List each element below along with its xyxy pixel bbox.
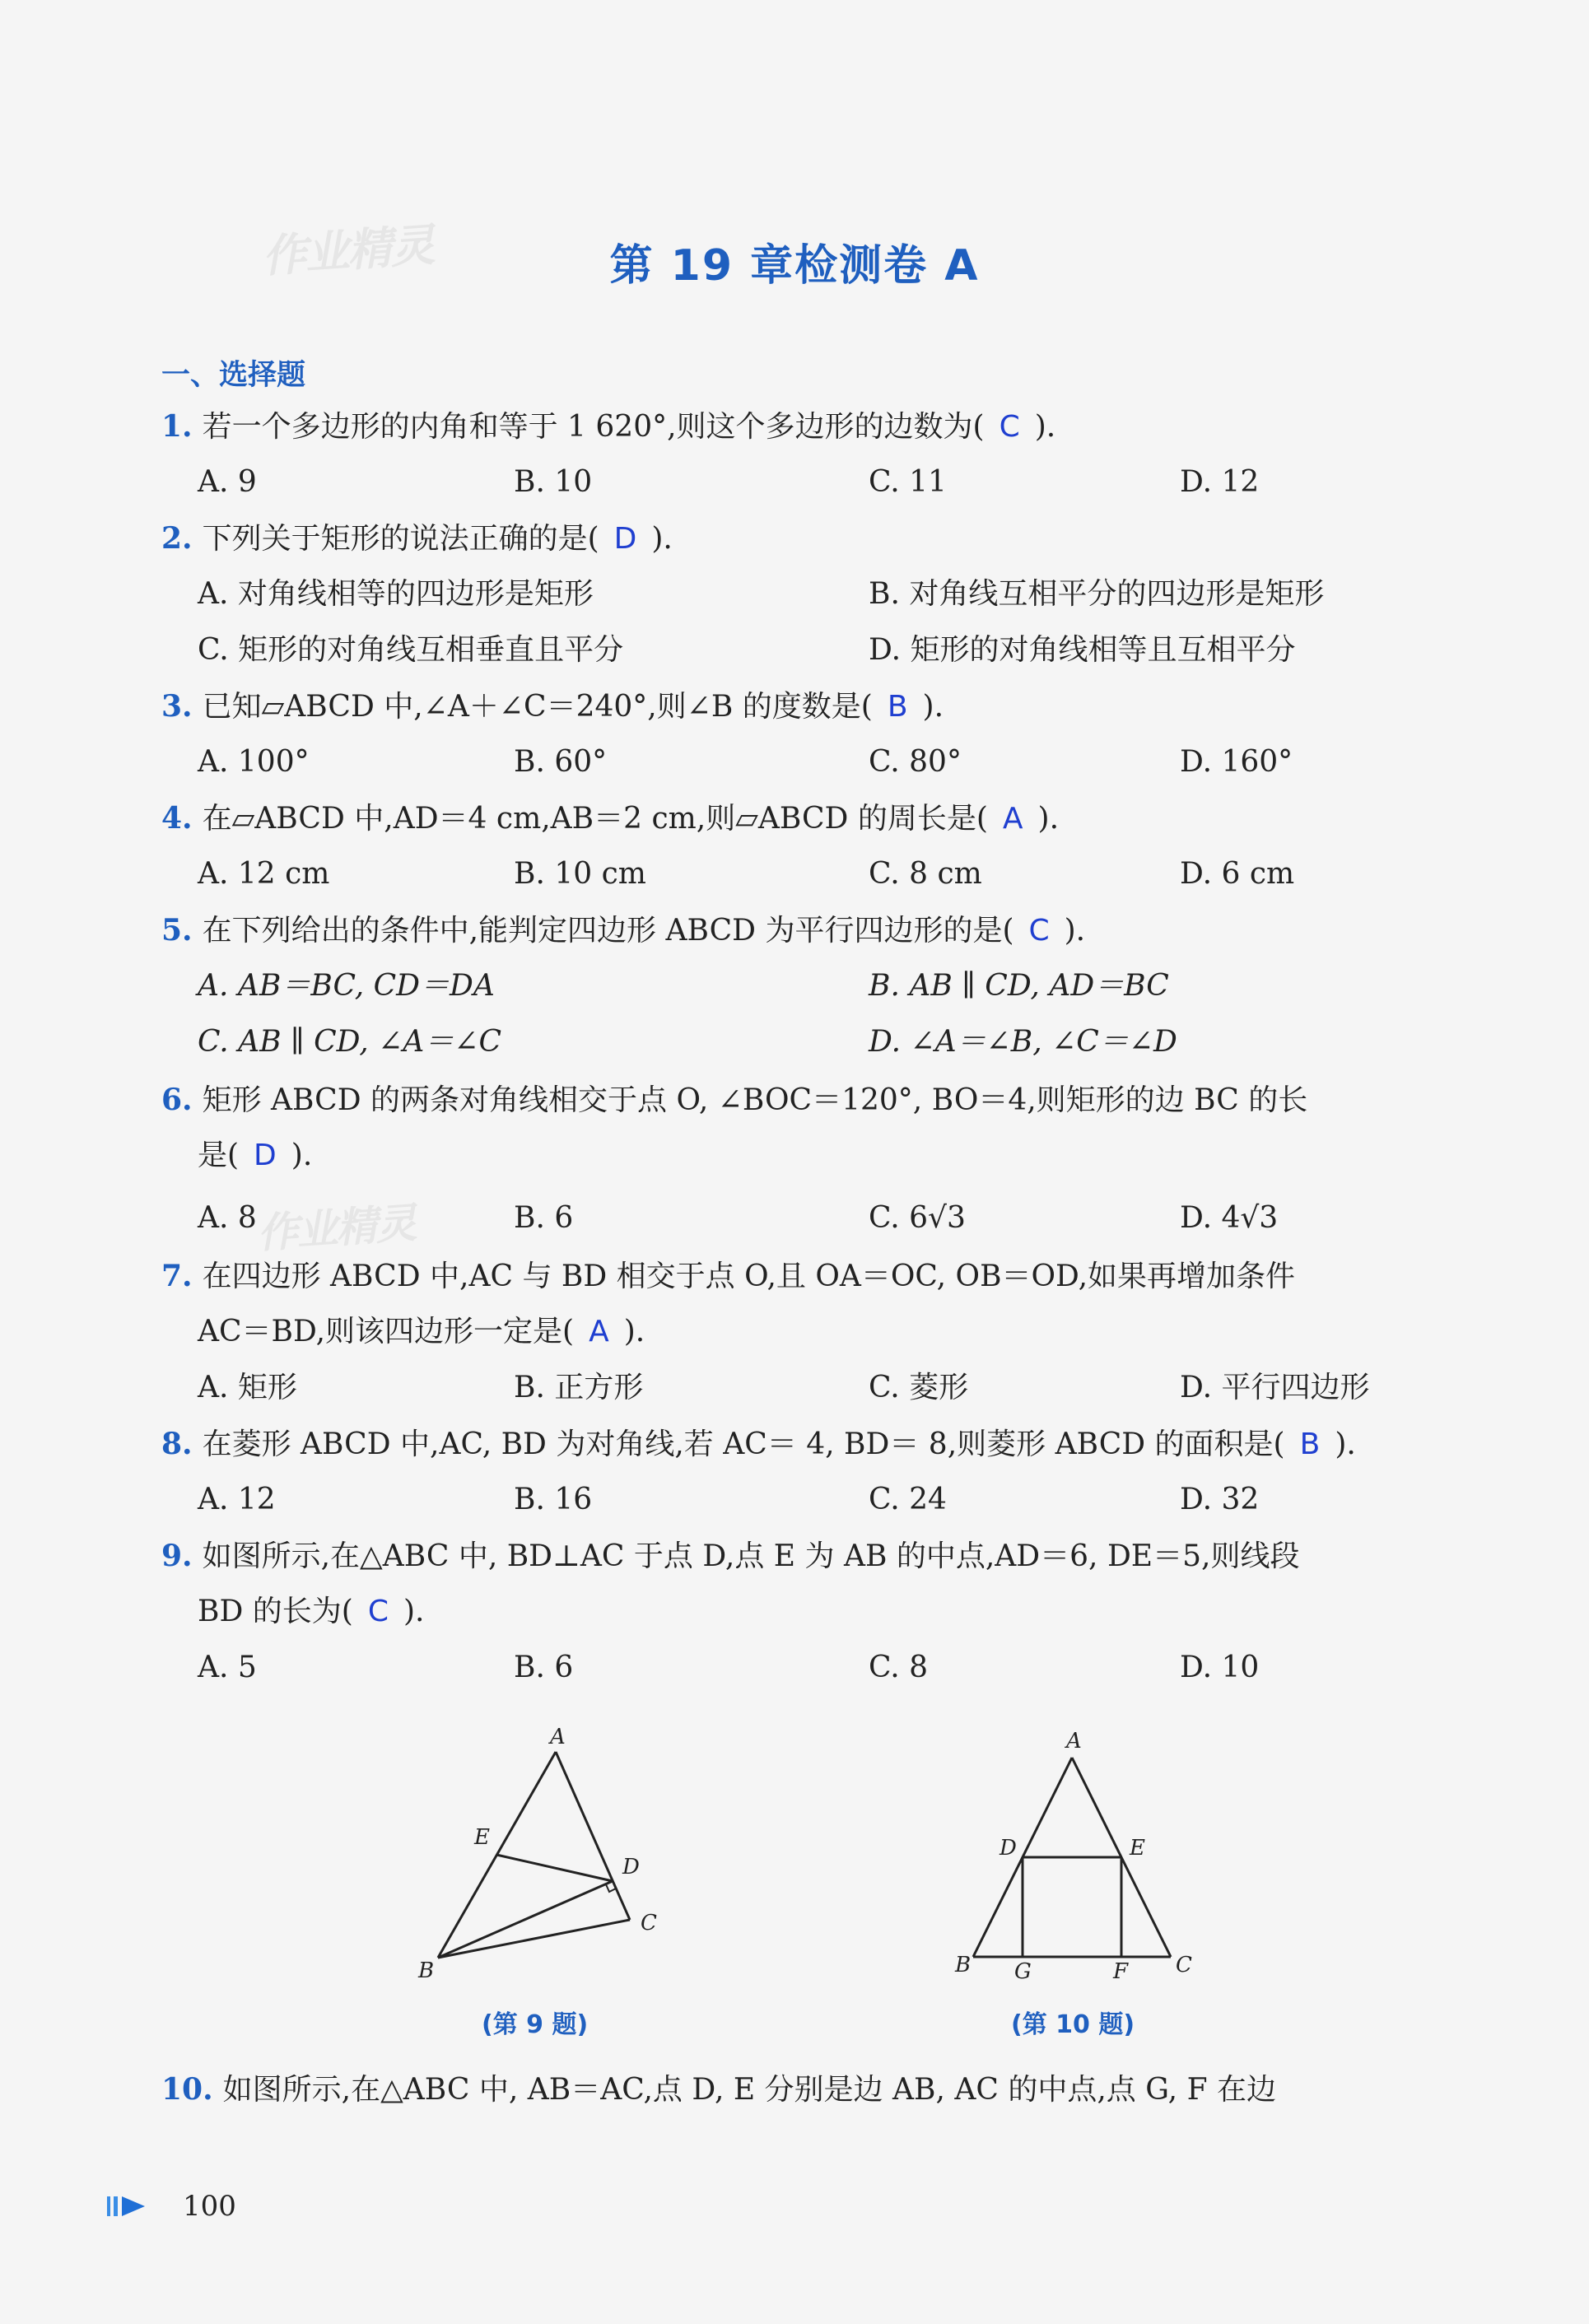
label-b: B bbox=[418, 1958, 435, 1983]
question-text-end: ). bbox=[623, 1315, 645, 1348]
watermark-middle: 作业精灵 bbox=[255, 1199, 417, 1258]
answer: A bbox=[589, 1315, 609, 1348]
question-5 bbox=[161, 914, 1085, 948]
question-text: BD 的长为( bbox=[198, 1595, 353, 1628]
label-c: C bbox=[1176, 1953, 1192, 1977]
question-text: 是( bbox=[198, 1139, 240, 1172]
label-f: F bbox=[1113, 1959, 1129, 1984]
question-text: 矩形 ABCD 的两条对角线相交于点 O, ∠BOC＝120°, BO＝4,则矩形的边 BC 的长 bbox=[202, 1083, 1308, 1117]
question-text: 在四边形 ABCD 中,AC 与 BD 相交于点 O,且 OA＝OC, OB＝OD,如果再增加条件 bbox=[202, 1260, 1296, 1293]
option-b: B. 10 cm bbox=[514, 857, 646, 891]
watermark-top: 作业精灵 bbox=[260, 218, 436, 283]
question-text: 如图所示,在△ABC 中, AB＝AC,点 D, E 分别是边 AB, AC 的中点,点 G, F 在边 bbox=[222, 2073, 1276, 2107]
option-a: A. 对角线相等的四边形是矩形 bbox=[198, 577, 594, 611]
question-9-line2 bbox=[198, 1595, 424, 1628]
option-d: D. 12 bbox=[1180, 465, 1260, 499]
option-c: C. 11 bbox=[869, 465, 947, 499]
question-10 bbox=[161, 2073, 1276, 2107]
segment-ed bbox=[496, 1855, 613, 1881]
question-number: 6. bbox=[161, 1083, 193, 1117]
option-a: A. 8 bbox=[198, 1201, 257, 1235]
option-c: C. 6√3 bbox=[869, 1201, 966, 1235]
option-c: C. 80° bbox=[869, 745, 962, 779]
label-e: E bbox=[474, 1825, 490, 1850]
option-d: D. 32 bbox=[1180, 1483, 1260, 1516]
question-number: 4. bbox=[161, 801, 193, 836]
question-7-line2 bbox=[198, 1316, 645, 1348]
option-a: A. 9 bbox=[198, 465, 257, 499]
question-number: 7. bbox=[161, 1259, 193, 1293]
question-7 bbox=[161, 1260, 1295, 1293]
option-b: B. AB ∥ CD, AD＝BC bbox=[869, 969, 1169, 1003]
question-number: 9. bbox=[161, 1539, 193, 1573]
question-text-end: ). bbox=[651, 522, 673, 556]
option-a: A. 12 bbox=[198, 1483, 276, 1516]
page-number: 100 bbox=[183, 2190, 236, 2223]
answer: A bbox=[1002, 802, 1023, 836]
label-e: E bbox=[1130, 1836, 1145, 1861]
option-c: C. 24 bbox=[869, 1483, 947, 1516]
option-d: D. ∠A＝∠B, ∠C＝∠D bbox=[869, 1025, 1177, 1059]
label-a: A bbox=[1066, 1729, 1082, 1753]
label-d: D bbox=[1000, 1836, 1017, 1861]
question-2 bbox=[161, 522, 673, 556]
option-c: C. 矩形的对角线互相垂直且平分 bbox=[198, 633, 624, 667]
question-text-end: ). bbox=[922, 690, 944, 724]
question-3 bbox=[161, 690, 944, 724]
label-b: B bbox=[955, 1953, 972, 1977]
question-text: 已知▱ABCD 中,∠A＋∠C＝240°,则∠B 的度数是( bbox=[202, 690, 873, 724]
option-a: A. 100° bbox=[198, 745, 310, 779]
question-text-end: ). bbox=[1037, 802, 1060, 836]
question-number: 10. bbox=[161, 2072, 213, 2107]
segment-ac bbox=[556, 1752, 630, 1920]
question-text-end: ). bbox=[1335, 1427, 1356, 1461]
answer: D bbox=[254, 1139, 277, 1172]
question-1 bbox=[161, 410, 1055, 444]
question-4 bbox=[161, 802, 1059, 836]
question-6-line2 bbox=[198, 1139, 312, 1172]
page-title: 第 19 章检测卷 A bbox=[609, 241, 980, 291]
answer: D bbox=[613, 522, 637, 556]
option-d: D. 160° bbox=[1180, 745, 1293, 779]
option-b: B. 6 bbox=[514, 1651, 574, 1684]
question-number: 8. bbox=[161, 1427, 193, 1461]
option-d: D. 矩形的对角线相等且互相平分 bbox=[869, 633, 1296, 667]
figure-9-caption: (第 9 题) bbox=[482, 2010, 589, 2039]
label-g: G bbox=[1014, 1959, 1032, 1984]
answer: C bbox=[1028, 914, 1050, 948]
answer: B bbox=[1299, 1427, 1321, 1461]
figure-10-caption: (第 10 题) bbox=[1011, 2010, 1135, 2039]
question-9 bbox=[161, 1539, 1299, 1573]
figure-10 bbox=[947, 1716, 1219, 1996]
figure-9 bbox=[412, 1712, 692, 1992]
option-b: B. 6 bbox=[514, 1201, 574, 1235]
question-6 bbox=[161, 1083, 1307, 1117]
page-marker-icon bbox=[105, 2193, 151, 2219]
option-b: B. 16 bbox=[514, 1483, 593, 1516]
option-d: D. 4√3 bbox=[1180, 1201, 1279, 1235]
option-b: B. 对角线互相平分的四边形是矩形 bbox=[869, 577, 1325, 611]
option-d: D. 10 bbox=[1180, 1651, 1260, 1684]
option-a: A. 12 cm bbox=[198, 857, 330, 891]
option-a: A. AB＝BC, CD＝DA bbox=[198, 969, 495, 1003]
question-text: 在▱ABCD 中,AD＝4 cm,AB＝2 cm,则▱ABCD 的周长是( bbox=[202, 802, 988, 836]
option-c: C. 8 cm bbox=[869, 857, 982, 891]
question-text-end: ). bbox=[291, 1139, 313, 1172]
option-b: B. 10 bbox=[514, 465, 593, 499]
question-text-end: ). bbox=[1034, 410, 1056, 444]
option-d: D. 平行四边形 bbox=[1180, 1371, 1370, 1404]
option-c: C. AB ∥ CD, ∠A＝∠C bbox=[198, 1025, 501, 1059]
question-text: 在下列给出的条件中,能判定四边形 ABCD 为平行四边形的是( bbox=[202, 914, 1014, 948]
answer: C bbox=[999, 410, 1020, 444]
segment-bc bbox=[438, 1920, 630, 1958]
question-text: 如图所示,在△ABC 中, BD⊥AC 于点 D,点 E 为 AB 的中点,AD＝6, DE＝5,则线段 bbox=[202, 1539, 1300, 1573]
label-d: D bbox=[622, 1855, 640, 1879]
option-a: A. 5 bbox=[198, 1651, 257, 1684]
question-number: 2. bbox=[161, 521, 193, 556]
question-8 bbox=[161, 1427, 1356, 1461]
question-text-end: ). bbox=[403, 1595, 425, 1628]
answer: B bbox=[887, 690, 908, 724]
question-text: 若一个多边形的内角和等于 1 620°,则这个多边形的边数为( bbox=[202, 410, 985, 444]
question-text-end: ). bbox=[1064, 914, 1086, 948]
option-b: B. 60° bbox=[514, 745, 608, 779]
label-a: A bbox=[550, 1725, 566, 1749]
question-number: 5. bbox=[161, 913, 193, 948]
option-c: C. 菱形 bbox=[869, 1371, 969, 1404]
question-number: 1. bbox=[161, 409, 193, 444]
question-text: 下列关于矩形的说法正确的是( bbox=[202, 522, 599, 556]
question-text: AC＝BD,则该四边形一定是( bbox=[198, 1315, 575, 1348]
option-b: B. 正方形 bbox=[514, 1371, 644, 1404]
answer: C bbox=[367, 1595, 389, 1628]
option-a: A. 矩形 bbox=[198, 1371, 297, 1404]
label-c: C bbox=[641, 1911, 657, 1935]
segment-bd bbox=[438, 1881, 613, 1958]
option-c: C. 8 bbox=[869, 1651, 929, 1684]
section-heading: 一、选择题 bbox=[161, 359, 306, 392]
question-number: 3. bbox=[161, 689, 193, 724]
question-text: 在菱形 ABCD 中,AC, BD 为对角线,若 AC＝ 4, BD＝ 8,则菱形 ABCD 的面积是( bbox=[202, 1427, 1285, 1461]
option-d: D. 6 cm bbox=[1180, 857, 1295, 891]
